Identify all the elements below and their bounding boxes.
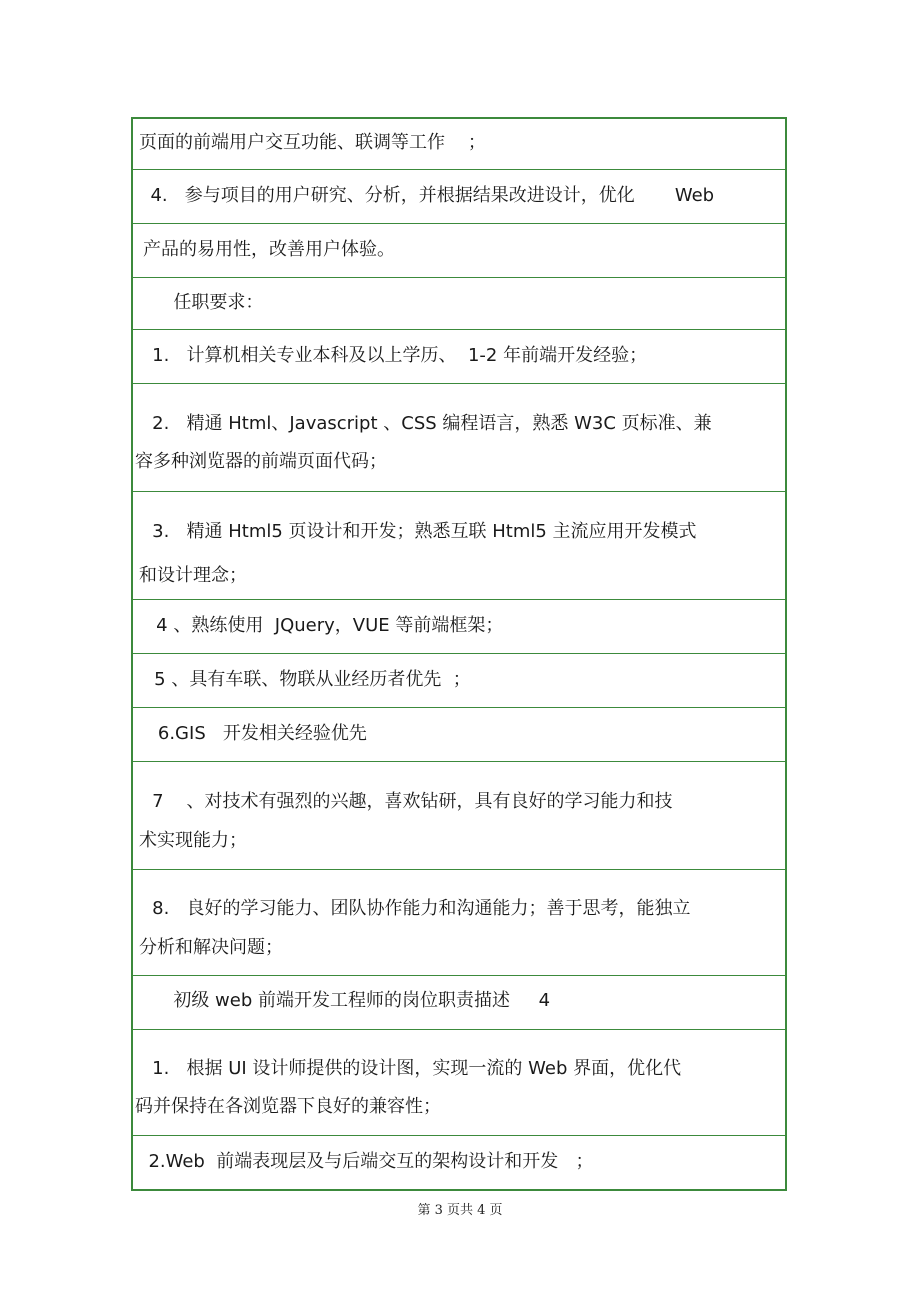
row-text: 产品的易用性，改善用户体验。 bbox=[143, 239, 395, 260]
row-text: 6.GIS 开发相关经验优先 bbox=[135, 723, 367, 744]
table-row bbox=[133, 654, 785, 708]
table-row bbox=[133, 224, 785, 278]
row-text: 4 、熟练使用 JQuery，VUE 等前端框架； bbox=[139, 615, 504, 636]
row-text: 2.Web 前端表现层及与后端交互的架构设计和开发 ； bbox=[137, 1151, 594, 1172]
table-row bbox=[133, 278, 785, 330]
document-table bbox=[131, 117, 787, 1191]
table-row bbox=[133, 762, 785, 870]
row-text: 1. 计算机相关专业本科及以上学历、 1-2 年前端开发经验； bbox=[135, 345, 648, 366]
row-text: 5 、具有车联、物联从业经历者优先 ； bbox=[137, 669, 471, 690]
table-row bbox=[133, 492, 785, 600]
table-row bbox=[133, 870, 785, 976]
row-text: 页面的前端用户交互功能、联调等工作 ； bbox=[139, 132, 486, 153]
row-text: 容多种浏览器的前端页面代码； bbox=[135, 451, 387, 472]
row-text: 1. 根据 UI 设计师提供的设计图，实现一流的 Web 界面，优化代 bbox=[135, 1058, 682, 1079]
page-number-footer: 第 3 页共 4 页 bbox=[417, 1203, 503, 1218]
row-text: 术实现能力； bbox=[139, 830, 247, 851]
row-text: 7 、对技术有强烈的兴趣，喜欢钻研，具有良好的学习能力和技 bbox=[135, 791, 673, 812]
row-text: 任职要求： bbox=[139, 292, 264, 313]
table-row bbox=[133, 119, 785, 170]
row-text: 8. 良好的学习能力、团队协作能力和沟通能力；善于思考，能独立 bbox=[135, 898, 691, 919]
table-row bbox=[133, 1030, 785, 1136]
table-row bbox=[133, 600, 785, 654]
table-row bbox=[133, 976, 785, 1030]
row-text: 和设计理念； bbox=[139, 565, 247, 586]
row-text: 码并保持在各浏览器下良好的兼容性； bbox=[135, 1096, 441, 1117]
table-row bbox=[133, 330, 785, 384]
row-text: 分析和解决问题； bbox=[139, 937, 283, 958]
row-text: 4. 参与项目的用户研究、分析，并根据结果改进设计，优化 Web bbox=[139, 185, 715, 206]
table-row bbox=[133, 1136, 785, 1189]
table-row bbox=[133, 384, 785, 492]
row-text: 3. 精通 Html5 页设计和开发；熟悉互联 Html5 主流应用开发模式 bbox=[135, 521, 697, 542]
table-row bbox=[133, 170, 785, 224]
row-text: 2. 精通 Html、Javascript 、CSS 编程语言，熟悉 W3C 页标准、兼 bbox=[135, 413, 712, 434]
table-row bbox=[133, 708, 785, 762]
row-text: 初级 web 前端开发工程师的岗位职责描述 4 bbox=[139, 990, 551, 1011]
